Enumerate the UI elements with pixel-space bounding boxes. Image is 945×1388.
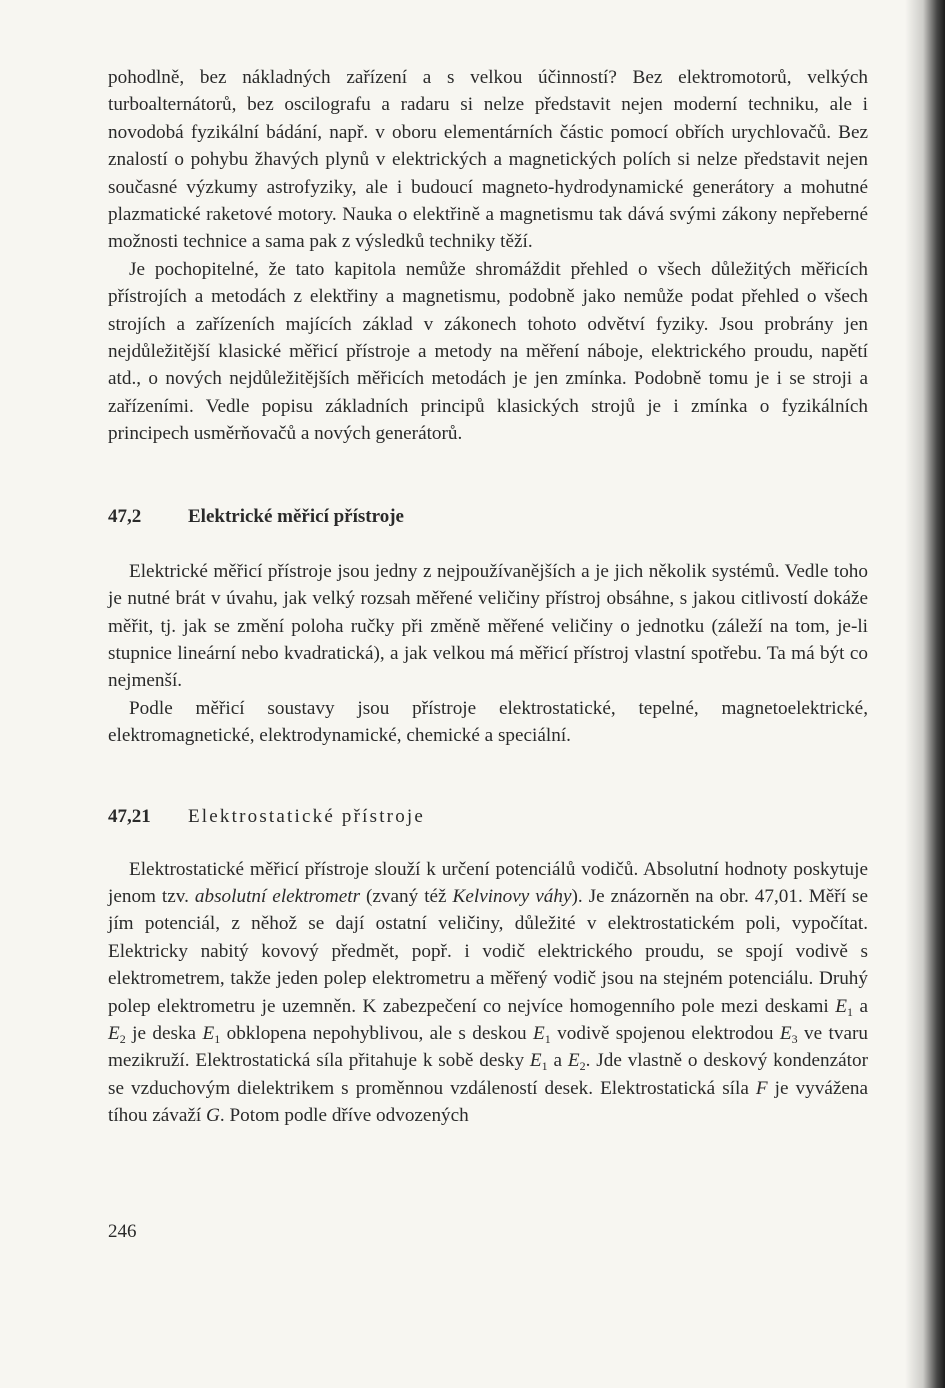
subsection-number: 47,21 <box>108 805 151 827</box>
section-number: 47,2 <box>108 505 142 527</box>
subsection-title: Elektrostatické přístroje <box>188 805 426 827</box>
section-heading-47-2 <box>108 504 868 530</box>
page-number: 246 <box>108 1221 137 1242</box>
section-heading-47-21 <box>108 804 868 830</box>
section-47-2-paragraph-2: Podle měřicí soustavy jsou přístroje elektrostatické, tepelné, magnetoelektrické, elektromagnetické, elektrodynamické, chemické a speciální. <box>108 697 868 747</box>
section-title: Elektrické měřicí přístroje <box>188 505 404 527</box>
intro-paragraph-2: Je pochopitelné, že tato kapitola nemůže shromáždit přehled o všech důležitých měřicích přístrojích a metodách z elektřiny a magnetismu, podobně jako nemůže podat přehled o všech strojích a zařízeních majících základ v zákonech tohoto odvětví fyziky. Jsou probrány jen nejdůležitější klasické měřicí přístroje a metody na měření náboje, elektrického proudu, napětí atd., o nových nejdůležitějších měřicích metodách je jen zmínka. Podobně tomu je i se stroji a zařízeními. Vedle popisu základních principů klasických strojů je i zmínka o fyzikálních principech usměrňovačů a nových generátorů. <box>108 258 868 445</box>
section-47-2-paragraph-1: Elektrické měřicí přístroje jsou jedny z nejpoužívanějších a je jich několik systémů. Vedle toho je nutné brát v úvahu, jak velký rozsah měřené veličiny přístroj obsáhne, s jakou citlivostí dokáže měřit, tj. jak se změní poloha ručky při změně měřené veličiny o jednotku (záleží na tom, je-li stupnice lineární nebo kvadratická), a jak velkou má měřicí přístroj vlastní spotřebu. Ta má být co nejmenší. <box>108 560 868 692</box>
intro-paragraph-1: pohodlně, bez nákladných zařízení a s velkou účinností? Bez elektromotorů, velkých turboalternátorů, bez oscilografu a radaru si nelze představit nejen moderní techniku, ale i novodobá fyzikální bádání, např. v oboru elementárních částic pomocí obřích urychlovačů. Bez znalostí o pohybu žhavých plynů v elektrických a magnetických polích si nelze představit nejen současné výzkumy astrofyziky, ale i budoucí magneto-hydrodynamické generátory a mohutné plazmatické raketové motory. Nauka o elektřině a magnetismu tak dává svými zákony nepřeberné možnosti technice a sama pak z výsledků techniky těží. <box>108 67 868 253</box>
page-edge-shadow <box>905 0 945 1388</box>
page-content <box>108 64 868 1130</box>
section-47-21-paragraph-1: Elektrostatické měřicí přístroje slouží k určení potenciálů vodičů. Absolutní hodnoty poskytuje jenom tzv. absolutní elektrometr (zvaný též Kelvinovy váhy). Je znázorněn na obr. 47,01. Měří se jím potenciál, z něhož se dají ostatní veličiny, důležité v elektrostatickém poli, vypočítat. Elektricky nabitý kovový předmět, popř. i vodič elektrického proudu, se spojí vodivě s elektrometrem, takže jeden polep elektrometru a měřený vodič jsou na stejném potenciálu. Druhý polep elektrometru je uzemněn. K zabezpečení co nejvíce homogenního pole mezi deskami $E_1$ a $E_2$ je deska $E_1$ obklopena nepohyblivou, ale s deskou $E_1$ vodivě spojenou elektrodou $E_3$ ve tvaru mezikruží. Elektrostatická síla přitahuje k sobě desky $E_1$ a $E_2$. Jde vlastně o deskový kondenzátor se vzduchovým dielektrikem s proměnnou vzdáleností desek. Elektrostatická síla F je vyvážena tíhou závaží G. Potom podle dříve odvozených <box>108 858 868 1127</box>
